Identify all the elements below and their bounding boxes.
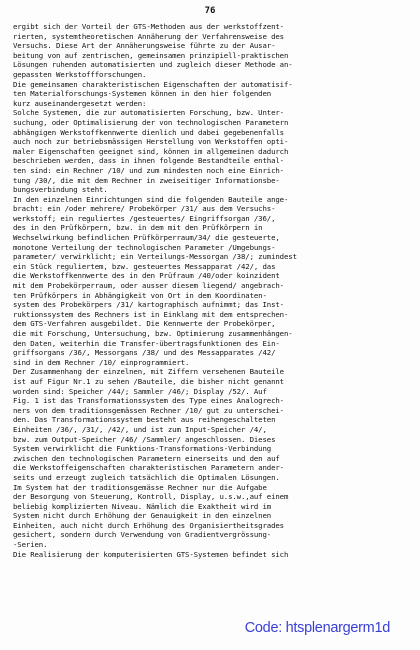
- text-line: dem GTS-Verfahren ausgebildet. Die Kennwerte der Probekörper,: [13, 319, 276, 329]
- text-line: beliebig komplizierten Niveau. Nämlich die Exaktheit wird im: [13, 501, 272, 511]
- text-line: gepassten Werkstoffforschungen.: [13, 69, 147, 79]
- text-line: tung /30/, die mit dem Rechner in zweiseitiger Informationsbe-: [13, 175, 280, 185]
- text-line: kurz auseinandergesetzt werden:: [13, 98, 147, 108]
- text-line: ten sind: ein Rechner /10/ und zum mindesten noch eine Einrich-: [13, 165, 284, 175]
- text-line: Solche Systemen, die zur automatisierten Forschung, bzw. Unter-: [13, 108, 284, 118]
- text-line: die Werkstoffkennwerte des in den Prüfraum /40/oder koinzident: [13, 271, 280, 281]
- page-number: 76: [204, 6, 216, 16]
- text-line: Einheiten /36/, /31/, /42/, und ist zum Input-Speicher /4/,: [13, 424, 267, 434]
- text-line: bzw. zum Output-Speicher /46/ /Sammler/ angeschlossen. Dieses: [13, 434, 276, 444]
- text-line: mit dem Probekörperraum, oder ausser diesem liegend/ angebrach-: [13, 281, 284, 291]
- text-line: ten Prüfkörpers in Abhängigkeit von Ort in dem Koordinaten-: [13, 290, 267, 300]
- text-line: suchung, oder Optimalisierung der von technologischen Parametern: [13, 117, 289, 127]
- text-line: -Serien.: [13, 540, 48, 550]
- text-line: system des Probekörpers /31/ kartographisch aufnimmt; das Inst-: [13, 300, 284, 310]
- text-line: ners von dem traditionsgemässen Rechner /10/ gut zu unterschei-: [13, 405, 284, 415]
- text-line: seits und erzeugt zugleich tatsächlich die Optimalen Lösungen.: [13, 472, 280, 482]
- text-line: rierten, systemtheoretischen Annäherung der Verfahrensweise des: [13, 31, 284, 41]
- text-line: beitung von auf zentrischen, gemeinsamen prinzipiell-praktischen: [13, 50, 289, 60]
- text-line: ein Stück reguliertem, bzw. gesteuertes Messapparat /42/, das: [13, 261, 276, 271]
- body-text: [13, 22, 413, 559]
- text-line: zwischen den technologischen Parametern einerseits und den auf: [13, 453, 280, 463]
- text-line: ergibt sich der Vorteil der GTS-Methoden aus der werkstoffzent-: [13, 22, 284, 31]
- text-line: Fig. 1 ist das Transformationssystem des Type eines Analogrech-: [13, 396, 284, 406]
- text-line: ruktionssystem des Rechners ist in Einklang mit dem entsprechen-: [13, 309, 289, 319]
- text-line: sind in dem Rechner /10/ einprogrammiert.: [13, 357, 190, 367]
- text-line: System verwirklicht die Funktions-Transformations-Verbindung: [13, 444, 272, 454]
- text-line: maler Eigenschaften geeignet sind, können im allgemeinen dadurch: [13, 146, 289, 156]
- text-line: ist auf Figur Nr.1 zu sehen /Bauteile, die bisher nicht genannt: [13, 376, 284, 386]
- text-line: Einheiten, auch nicht durch Erhöhung des Organisiertheitsgrades: [13, 520, 284, 530]
- text-line: des in den Prüfkörpern, bzw. in dem mit den Prüfkörpern in: [13, 223, 263, 233]
- text-line: worden sind: Speicher /44/; Sammler /46/; Display /52/. Auf: [13, 386, 267, 396]
- text-line: griffsorgans /36/, Messorgans /38/ und des Messapparates /42/: [13, 348, 276, 358]
- text-line: Im System hat der traditionsgemässe Rechner nur die Aufgabe: [13, 482, 267, 492]
- text-line: gesichert, sondern durch Verwendung von Gradientvergrössung-: [13, 530, 272, 540]
- text-line: auch noch zur betriebsmässigen Herstellung von Werkstoffen opti-: [13, 137, 289, 147]
- text-line: abhängigen Werkstoffkennwerte dienlich und dabei gegebenenfalls: [13, 127, 284, 137]
- text-line: Wechselwirkung befindlichen Prüfkörperraum/34/ die gesteuerte,: [13, 233, 280, 243]
- text-line: beschrieben werden, dass in ihnen folgende Bestandteile enthal-: [13, 156, 284, 166]
- text-line: bracht: ein /oder mehrere/ Probekörper /31/ aus dem Versuchs-: [13, 204, 276, 214]
- text-line: In den einzelnen Einrichtungen sind die folgenden Bauteile ange-: [13, 194, 289, 204]
- text-line: Der Zusammenhang der einzelnen, mit Ziffern versehenen Bauteile: [13, 367, 284, 377]
- text-line: der Besorgung von Steuerung, Kontroll, Display, u.s.w.,auf einem: [13, 492, 289, 502]
- text-line: Versuchs. Diese Art der Annäherungsweise führte zu der Ausar-: [13, 41, 276, 51]
- text-line: System nicht durch Erhöhung der Genauigkeit in den einzelnen: [13, 511, 272, 521]
- text-line: den Daten, weiterhin die Transfer-übertragsfunktionen des Ein-: [13, 338, 280, 348]
- text-line: werkstoff; ein reguliertes /gesteuertes/ Eingriffsorgan /36/,: [13, 213, 276, 223]
- code-label: Code: htsplenargerm1d: [244, 620, 390, 636]
- text-line: ten Materialforschungs-Systemen können in den hier folgenden: [13, 89, 272, 99]
- text-line: Die gemeinsamen charakteristischen Eigenschaften der automatisif-: [13, 79, 293, 89]
- text-line: den. Das Transformationssystem besteht aus reihengeschalteten: [13, 415, 276, 425]
- text-line: Die Realisierung der komputerisierten GTS-Systemen befindet sich: [13, 549, 289, 559]
- text-line: die mit Forschung, Untersuchung, bzw. Optimierung zusammenhängen-: [13, 329, 293, 338]
- text-line: Lösungen ruhenden automatisierten und zugleich dieser Methode an-: [13, 60, 293, 70]
- text-line: monotone Verteilung der technologischen Parameter /Umgebungs-: [13, 242, 276, 252]
- text-line: parameter/ verwirklicht; ein Verteilungs-Messorgan /38/; zumindest: [13, 252, 297, 262]
- text-line: bungsverbindung steht.: [13, 185, 108, 195]
- text-line: die Werkstoffeigenschaften charakteristischen Parametern ander-: [13, 463, 284, 473]
